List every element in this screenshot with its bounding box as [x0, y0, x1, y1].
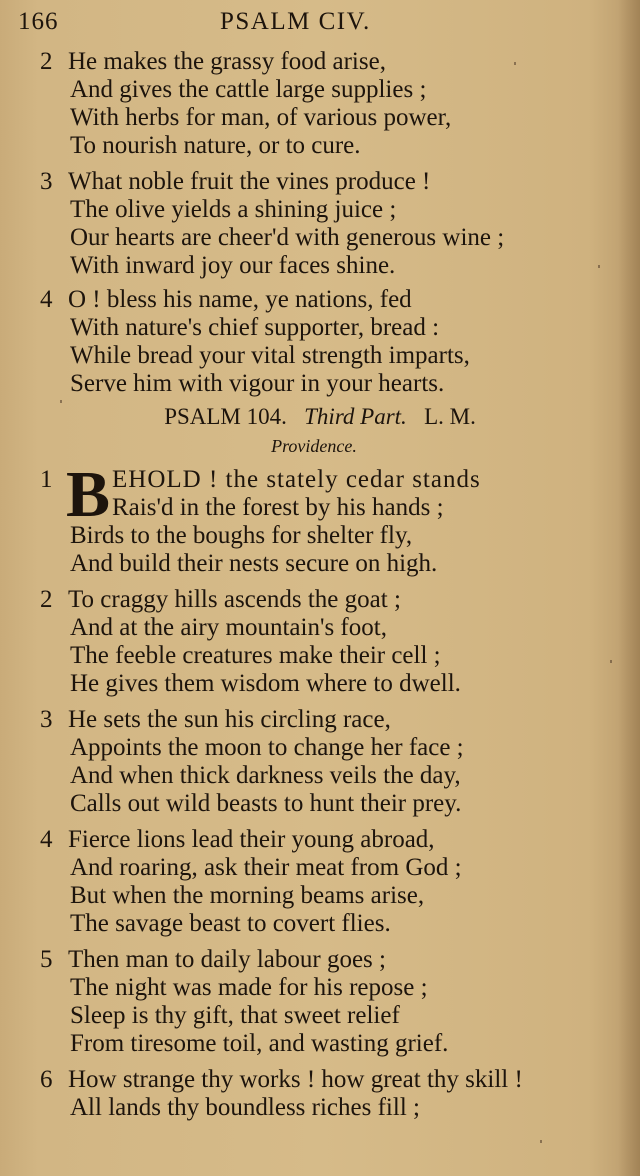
stanza-number: 4 [40, 826, 53, 853]
verse-line: And at the airy mountain's foot, [70, 614, 387, 641]
verse-line: With herbs for man, of various power, [70, 104, 452, 131]
verse-line: All lands thy boundless riches fill ; [70, 1094, 420, 1121]
stanza-number: 2 [40, 586, 53, 613]
paper-speck [610, 660, 612, 663]
stanza-number: 6 [40, 1066, 53, 1093]
verse-line: He gives them wisdom where to dwell. [70, 670, 461, 697]
paper-speck [598, 265, 600, 268]
stanza-number: 5 [40, 946, 53, 973]
verse-line: And gives the cattle large supplies ; [70, 76, 427, 103]
verse-line: Fierce lions lead their young abroad, [68, 826, 435, 853]
verse-line: Serve him with vigour in your hearts. [70, 370, 445, 397]
verse-line: And roaring, ask their meat from God ; [70, 854, 462, 881]
stanza-number: 2 [40, 48, 53, 75]
paper-speck [514, 62, 516, 65]
verse-line: Our hearts are cheer'd with generous wine ; [70, 224, 505, 251]
heading-part: Third Part. [304, 404, 407, 429]
verse-line: How strange thy works ! how great thy skill ! [68, 1066, 523, 1093]
stanza-number: 4 [40, 286, 53, 313]
running-head: PSALM CIV. [220, 8, 371, 35]
verse-line: While bread your vital strength imparts, [70, 342, 470, 369]
paper-speck [60, 400, 62, 403]
page-header [0, 6, 640, 42]
drop-cap: B [66, 458, 111, 531]
verse-line: O ! bless his name, ye nations, fed [68, 286, 412, 313]
verse-line: To nourish nature, or to cure. [70, 132, 361, 159]
verse-line: EHOLD ! the stately cedar stands [112, 466, 481, 493]
verse-line: Appoints the moon to change her face ; [70, 734, 464, 761]
verse-line: Then man to daily labour goes ; [68, 946, 386, 973]
verse-line: He sets the sun his circling race, [68, 706, 391, 733]
verse-line: Rais'd in the forest by his hands ; [112, 494, 444, 521]
verse-line: With inward joy our faces shine. [70, 252, 396, 279]
heading-psalm: PSALM 104. [164, 404, 287, 429]
verse-line: Birds to the boughs for shelter fly, [70, 522, 413, 549]
verse-line: The feeble creatures make their cell ; [70, 642, 441, 669]
verse-line: Sleep is thy gift, that sweet relief [70, 1002, 400, 1029]
stanza-number: 3 [40, 706, 53, 733]
verse-line: But when the morning beams arise, [70, 882, 425, 909]
verse-line: And build their nests secure on high. [70, 550, 438, 577]
verse-line: With nature's chief supporter, bread : [70, 314, 440, 341]
verse-line: The savage beast to covert flies. [70, 910, 391, 937]
verse-line: From tiresome toil, and wasting grief. [70, 1030, 449, 1057]
verse-line: He makes the grassy food arise, [68, 48, 386, 75]
page-edge-shadow [618, 0, 640, 1176]
section-subtitle: Providence. [271, 436, 357, 456]
verse-line: What noble fruit the vines produce ! [68, 168, 431, 195]
paper-speck [540, 1140, 542, 1143]
verse-line: To craggy hills ascends the goat ; [68, 586, 401, 613]
page-number: 166 [18, 8, 59, 35]
stanza-number: 1 [40, 466, 53, 493]
heading-meter: L. M. [424, 404, 476, 429]
verse-line: And when thick darkness veils the day, [70, 762, 461, 789]
verse-line: The night was made for his repose ; [70, 974, 428, 1001]
section-heading [0, 404, 640, 430]
stanza-number: 3 [40, 168, 53, 195]
verse-line: Calls out wild beasts to hunt their prey. [70, 790, 462, 817]
verse-line: The olive yields a shining juice ; [70, 196, 397, 223]
